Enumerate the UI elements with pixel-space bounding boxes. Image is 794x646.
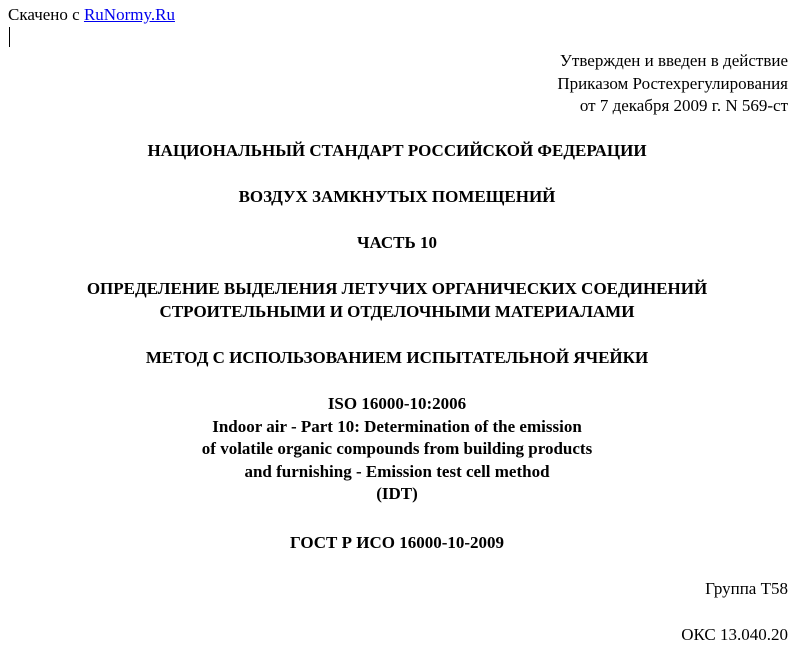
iso-code: ISO 16000-10:2006: [327, 394, 467, 413]
approval-block: [557, 50, 788, 118]
download-note: [8, 5, 175, 25]
standard-name-heading: [0, 278, 794, 323]
oks-code: ОКС 13.040.20: [681, 625, 788, 644]
part-text: ЧАСТЬ 10: [356, 233, 437, 252]
iso-title-line-1: Indoor air - Part 10: Determination of the emission: [212, 416, 582, 436]
method-text: МЕТОД С ИСПОЛЬЗОВАНИЕМ ИСПЫТАТЕЛЬНОЙ ЯЧЕЙКИ: [145, 348, 649, 367]
part-heading: [0, 232, 794, 255]
approval-line-2: Приказом Ростехрегулирования: [557, 73, 788, 93]
subject-heading: [0, 186, 794, 209]
standard-type-text: НАЦИОНАЛЬНЫЙ СТАНДАРТ РОССИЙСКОЙ ФЕДЕРАЦИИ: [147, 141, 647, 160]
approval-line-3: от 7 декабря 2009 г. N 569-ст: [579, 96, 788, 115]
gost-code: ГОСТ Р ИСО 16000-10-2009: [289, 533, 505, 552]
iso-title-line-2: of volatile organic compounds from building products: [201, 439, 593, 458]
method-heading: [0, 347, 794, 370]
runormy-link[interactable]: RuNormy.Ru: [83, 5, 175, 24]
gost-heading: [0, 532, 794, 555]
standard-name-line-2: СТРОИТЕЛЬНЫМИ И ОТДЕЛОЧНЫМИ МАТЕРИАЛАМИ: [159, 301, 635, 321]
iso-idt: (IDT): [376, 484, 418, 503]
subject-text: ВОЗДУХ ЗАМКНУТЫХ ПОМЕЩЕНИЙ: [238, 187, 556, 206]
download-note-prefix: Скачено с: [8, 5, 84, 24]
iso-block: [0, 393, 794, 506]
group-code: Группа Т58: [705, 579, 788, 598]
standard-name-line-1: ОПРЕДЕЛЕНИЕ ВЫДЕЛЕНИЯ ЛЕТУЧИХ ОРГАНИЧЕСКИХ СОЕДИНЕНИЙ: [86, 279, 708, 298]
approval-line-1: Утвержден и введен в действие: [559, 51, 788, 70]
standard-type-heading: [0, 140, 794, 163]
text-cursor: [9, 27, 10, 47]
iso-title-line-3: and furnishing - Emission test cell method: [244, 461, 550, 481]
